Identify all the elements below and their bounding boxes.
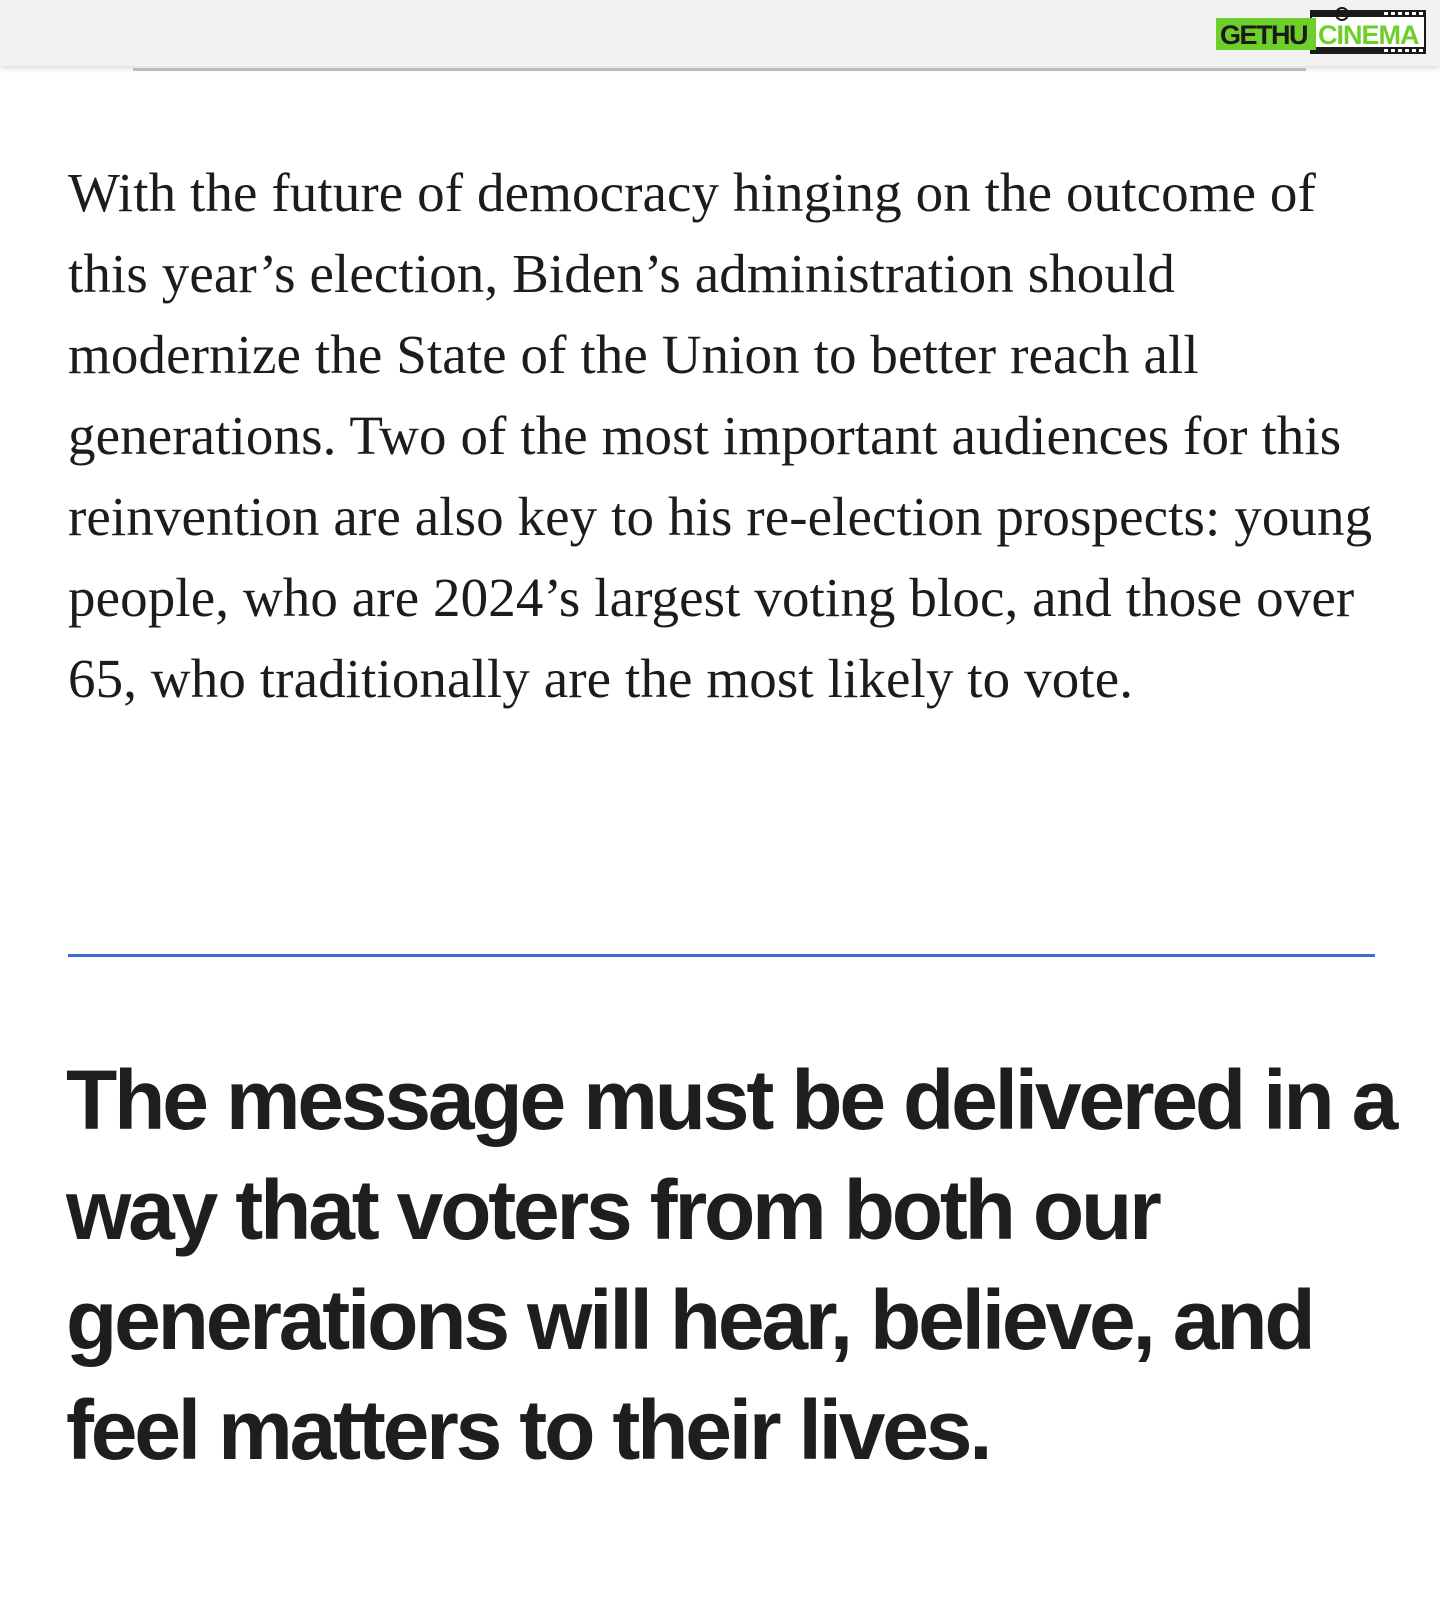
watermark-right-text: CINEMA: [1318, 20, 1419, 50]
toolbar-bottom-rule: [133, 68, 1306, 71]
article-paragraph: With the future of democracy hinging on the outcome of this year’s election, Biden’s administration should modernize the State of the Union to better reach all generations. Two of the most important audiences for this reinvention are also key to his re-election prospects: young people, who are 2024’s largest voting bloc, and those over 65, who traditionally are the most likely to vote.: [68, 162, 1373, 709]
film-logo-icon: [1214, 6, 1430, 58]
gethu-cinema-watermark-logo: [1214, 6, 1430, 58]
section-divider: [68, 954, 1375, 957]
watermark-left-text: GETHU: [1220, 20, 1307, 50]
article-body: [68, 152, 1388, 719]
pull-quote: The message must be delivered in a way that voters from both our generations will hear, believe, and feel matters to their lives.: [66, 1053, 1396, 1477]
